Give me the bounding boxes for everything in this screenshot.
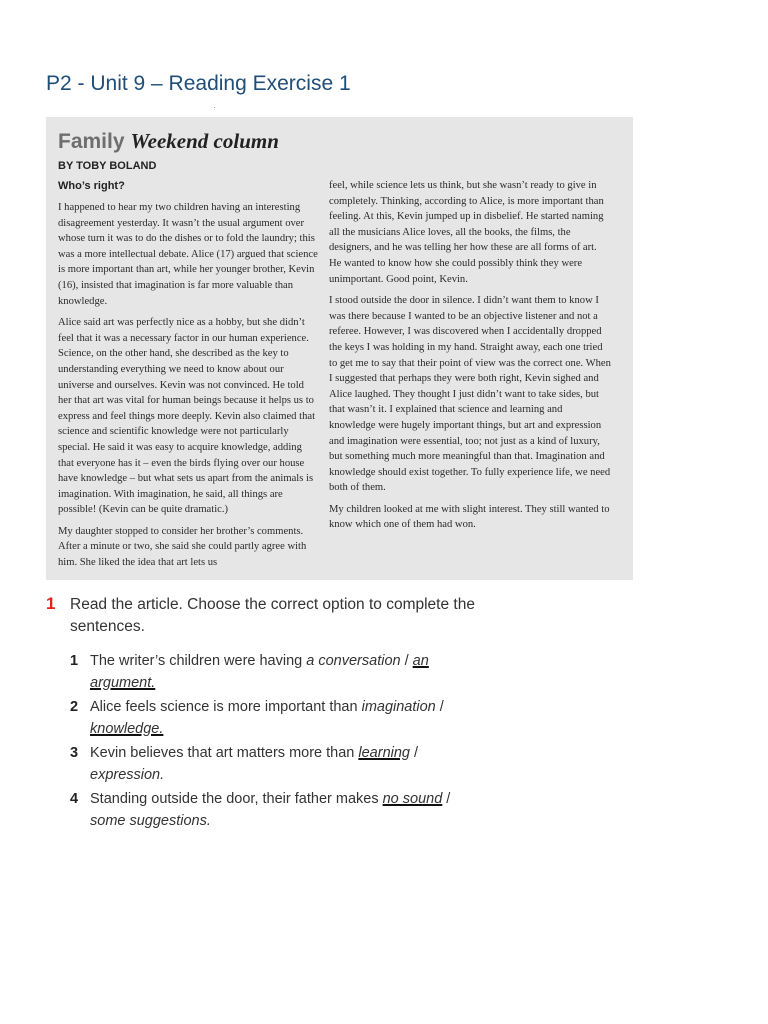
article-paragraph: I stood outside the door in silence. I didn’t want them to know I was there because I wanted to be an objective listener and not a referee. However, I was discovered when I accidentally dropped the keys I was holding in my hand. Straight away, each one tried to get me to say that their point of view was the correct one. When I suggested that perhaps they were both right, Kevin sighed and Alice laughed. They thought I just didn’t want to take sides, but that wasn’t it. I explained that science and learning and knowledge were hugely important things, but art and expression and imagination were essential, too; not just as a kind of luxury, but something much more meaningful than that. Imagination and knowledge should exist together. To fully experience life, we need both of them. [329,295,611,494]
option-2-selected[interactable]: an argument. [90,653,429,691]
article-column-right [329,178,611,539]
option-2-selected[interactable]: knowledge. [90,721,164,737]
question-item [70,788,480,832]
article-title-section: Weekend column [130,129,279,153]
question-stem: Kevin believes that art matters more than [90,745,359,761]
stray-dot [214,107,215,108]
option-separator: / [409,745,419,761]
exercise-instruction: Read the article. Choose the correct option to complete the sentences. [70,596,475,635]
option-2[interactable]: expression. [90,767,165,783]
option-1-selected[interactable]: no sound [382,791,443,807]
article-heading: Who’s right? [58,180,125,192]
article-paragraph: My children looked at me with slight interest. They still wanted to know which one of them had won. [329,503,610,531]
option-1-selected[interactable]: learning [358,745,410,761]
question-number: 4 [70,791,79,807]
question-text [90,696,480,740]
question-item [70,650,480,694]
exercise-number: 1 [46,594,56,613]
article-paragraph: feel, while science lets us think, but she wasn’t ready to give in completely. Thinking, according to Alice, is more important than feeling. At this, Kevin jumped up in disbelief. He started naming all the musicians Alice loves, all the books, the films, the designers, and he was telling her how these are all forms of art. He wanted to know how she could possibly think they were unimportant. Good point, Kevin. [329,180,604,285]
question-stem: Standing outside the door, their father makes [90,791,383,807]
question-number: 3 [70,745,79,761]
question-stem: Alice feels science is more important than [90,699,362,715]
article-title [58,129,279,154]
question-item [70,742,480,786]
article-paragraph: I happened to hear my two children having an interesting disagreement yesterday. It wasn’t the usual argument over whose turn it was to do the dishes or to fold the laundry; this was a more intellectual debate. Alice (17) argued that science is more important than art, while her younger brother, Kevin (16), insisted that imagination is far more valuable than knowledge. [58,202,318,307]
option-separator: / [442,791,451,807]
article-paragraph: My daughter stopped to consider her brother’s comments. After a minute or two, she said she could partly agree with him. She liked the idea that art lets us [58,525,307,569]
question-stem: The writer’s children were having [90,653,307,669]
option-1[interactable]: imagination [361,699,436,715]
question-item [70,696,480,740]
option-separator: / [400,653,413,669]
article-title-family: Family [58,130,125,153]
page-title: P2 - Unit 9 – Reading Exercise 1 [46,72,351,95]
question-text [90,650,480,694]
article-scan [46,117,633,580]
article-byline: BY TOBY BOLAND [58,160,157,172]
question-text [90,742,480,786]
option-1[interactable]: a conversation [306,653,401,669]
option-separator: / [435,699,444,715]
question-number: 1 [70,653,79,669]
option-2[interactable]: some suggestions. [90,813,211,829]
question-text [90,788,480,832]
article-paragraph: Alice said art was perfectly nice as a hobby, but she didn’t feel that it was a necessary factor in our human experience. Science, on the other hand, she described as the key to understanding everything we need to know about our universe and ourselves. Kevin was not convinced. He told her that art was vital for human beings because it helps us to express and feel things more deeply. Kevin also claimed that science and scientific knowledge were not particularly special. He said it was easy to acquire knowledge, adding that everyone has it – even the birds flying over our house have knowledge – but what sets us apart from the animals is imagination. With imagination, he said, all things are possible! (Kevin can be quite dramatic.) [58,317,316,516]
article-column-left [58,179,320,577]
question-number: 2 [70,699,79,715]
